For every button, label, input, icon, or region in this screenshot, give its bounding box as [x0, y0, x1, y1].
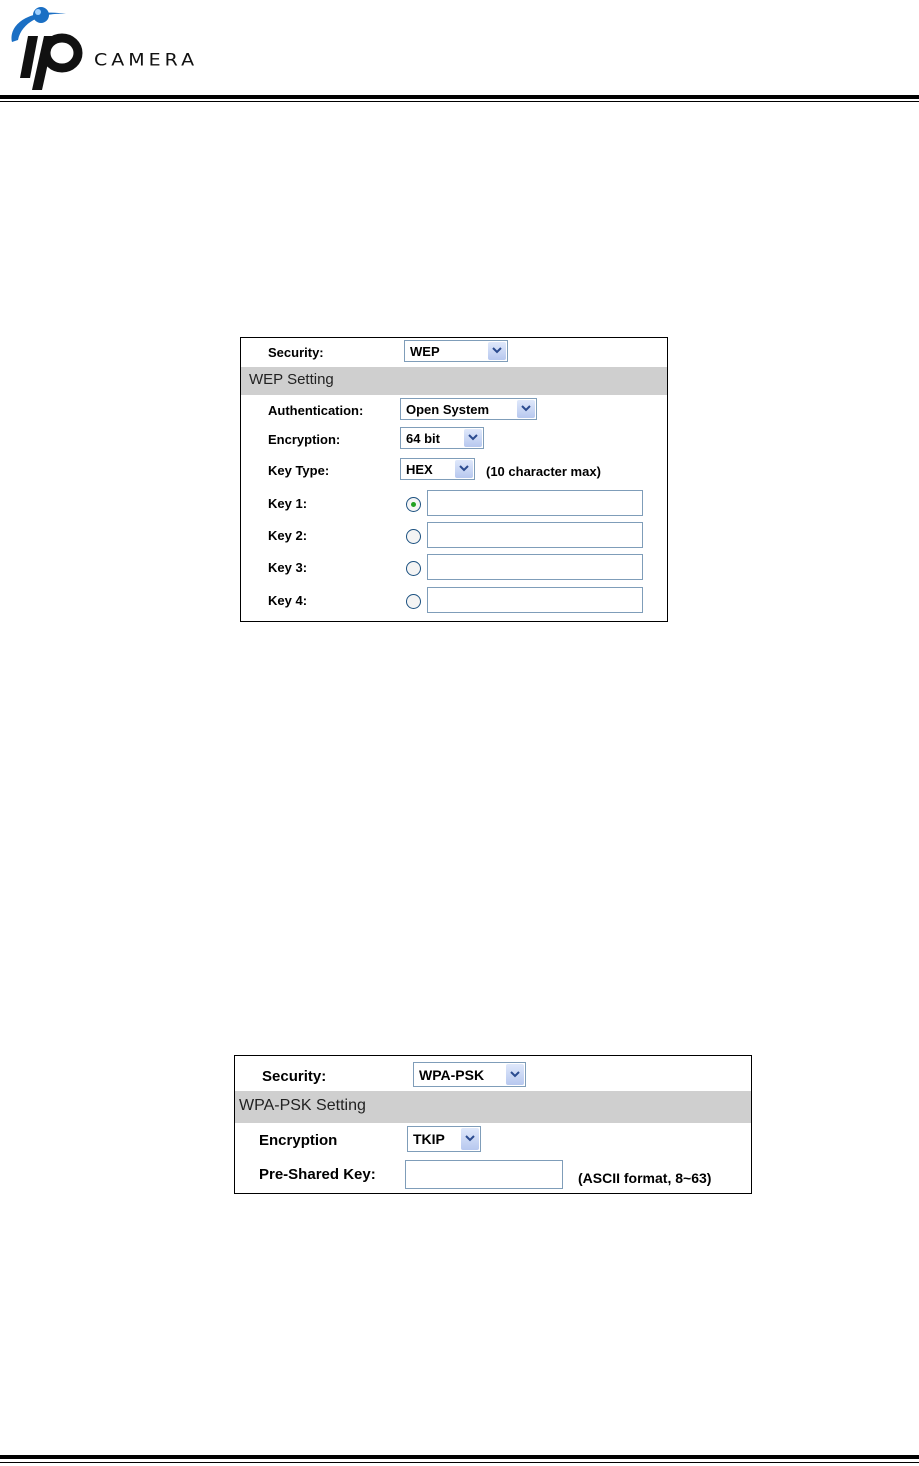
key-1-input[interactable]	[427, 490, 643, 516]
security-select[interactable]	[413, 1062, 526, 1087]
key-4-label: Key 4:	[268, 593, 308, 608]
header-rule-thin	[0, 101, 919, 102]
footer-rule-thin	[0, 1462, 919, 1463]
key-type-note: (10 character max)	[486, 464, 601, 479]
encryption-select-value: 64 bit	[406, 431, 440, 446]
key-type-label: Key Type:	[268, 463, 330, 478]
radio-selected-dot	[411, 502, 416, 507]
authentication-select-value: Open System	[406, 402, 490, 417]
pre-shared-key-note: (ASCII format, 8~63)	[578, 1170, 712, 1186]
security-select-value: WEP	[410, 344, 440, 359]
chevron-down-icon[interactable]	[488, 342, 506, 360]
key-3-radio[interactable]	[406, 561, 421, 576]
key-3-input[interactable]	[427, 554, 643, 580]
pre-shared-key-input[interactable]	[405, 1160, 563, 1189]
authentication-label: Authentication:	[268, 403, 364, 418]
wep-section-title: WEP Setting	[249, 371, 334, 388]
key-4-input[interactable]	[427, 587, 643, 613]
key-type-select[interactable]	[400, 458, 475, 480]
chevron-down-icon[interactable]	[517, 400, 535, 418]
security-select-value: WPA-PSK	[419, 1067, 485, 1083]
key-4-radio[interactable]	[406, 594, 421, 609]
logo-camera-text: CAMERA	[94, 50, 199, 70]
authentication-select[interactable]	[400, 398, 537, 420]
wep-section-header	[241, 367, 667, 395]
encryption-select[interactable]	[400, 427, 484, 449]
encryption-label: Encryption:	[268, 432, 341, 447]
ip-logo-mark	[4, 2, 94, 90]
chevron-down-icon[interactable]	[506, 1064, 524, 1085]
footer-rule	[0, 1455, 919, 1459]
key-2-radio[interactable]	[406, 529, 421, 544]
chevron-down-icon[interactable]	[461, 1128, 479, 1150]
key-3-label: Key 3:	[268, 560, 308, 575]
wpa-psk-section-header	[235, 1091, 751, 1123]
key-2-label: Key 2:	[268, 528, 308, 543]
ip-camera-logo	[4, 2, 264, 90]
chevron-down-icon[interactable]	[464, 429, 482, 447]
key-2-input[interactable]	[427, 522, 643, 548]
header-rule	[0, 95, 919, 99]
key-1-radio[interactable]	[406, 497, 421, 512]
encryption-select-value: TKIP	[413, 1131, 445, 1147]
key-1-label: Key 1:	[268, 496, 308, 511]
wpa-psk-settings-panel	[234, 1055, 752, 1194]
encryption-select[interactable]	[407, 1126, 481, 1152]
security-label: Security:	[268, 345, 324, 360]
security-label: Security:	[262, 1068, 327, 1085]
chevron-down-icon[interactable]	[455, 460, 473, 478]
security-select[interactable]	[404, 340, 508, 362]
pre-shared-key-label: Pre-Shared Key:	[259, 1166, 376, 1183]
wpa-psk-section-title: WPA-PSK Setting	[239, 1097, 366, 1114]
encryption-label: Encryption	[259, 1132, 338, 1149]
key-type-select-value: HEX	[406, 462, 433, 477]
wep-settings-panel	[240, 337, 668, 622]
